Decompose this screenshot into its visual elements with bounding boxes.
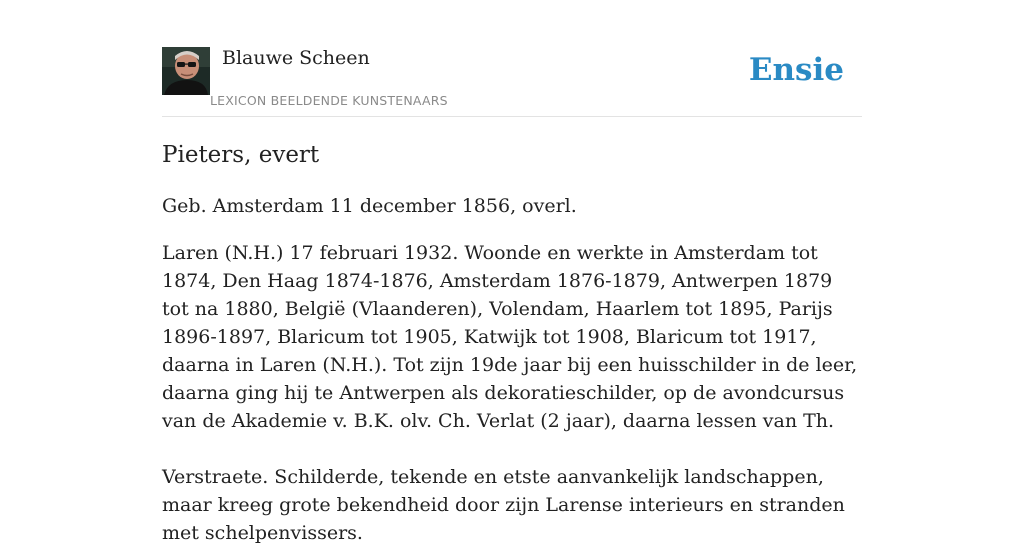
article-paragraph: Laren (N.H.) 17 februari 1932. Woonde en werkte in Amsterdam tot 1874, Den Haag 1874-1876, Amsterdam 1876-1879, Antwerpen 1879 tot na 1880, België (Vlaanderen), Volendam, Haarlem tot 1895, Parijs 1896-1897, Blaricum tot 1905, Katwijk tot 1908, Blaricum tot 1917, daarna in Laren (N.H.). Tot zijn 19de jaar bij een huisschilder in de leer, daarna ging hij te Antwerpen als dekoratieschilder, op de avondcursus van de Akademie v. B.K. olv. Ch. Verlat (2 jaar), daarna lessen van Th. bbox=[162, 242, 858, 432]
article-body bbox=[162, 192, 862, 547]
article-paragraph: Verstraete. Schilderde, tekende en etste aanvankelijk landschappen, maar kreeg grote bekendheid door zijn Larense interieurs en stranden met schelpenvissers. bbox=[162, 466, 845, 544]
category-label[interactable]: LEXICON BEELDENDE KUNSTENAARS bbox=[210, 93, 448, 108]
author-avatar[interactable] bbox=[162, 47, 210, 95]
header bbox=[162, 46, 862, 117]
author-name[interactable]: Blauwe Scheen bbox=[222, 47, 370, 69]
article-title: Pieters, evert bbox=[162, 142, 320, 168]
article-paragraph: Geb. Amsterdam 11 december 1856, overl. bbox=[162, 195, 577, 217]
brand-logo[interactable]: Ensie bbox=[748, 52, 844, 88]
